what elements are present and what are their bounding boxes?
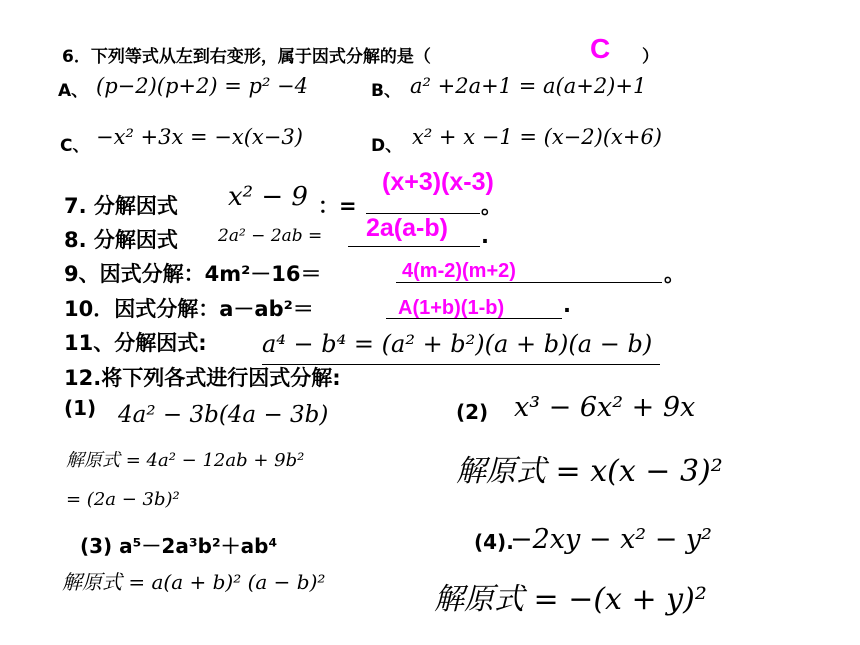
q12-part1-solution-line1: 解原式 = 4a² − 12ab + 9b² — [66, 450, 305, 471]
q11-label: 11、分解因式: — [64, 331, 207, 355]
q6-stem: 6．下列等式从左到右变形，属于因式分解的是（ — [62, 47, 431, 67]
q10-answer: A(1+b)(1-b) — [398, 297, 505, 319]
q12-part4-solution: 解原式 = −(x + y)² — [434, 582, 707, 617]
q7-expr: x² − 9 — [228, 182, 308, 212]
q10-label: 10．因式分解：a－ab²＝ — [64, 297, 314, 321]
q12-part4-expr: −2xy − x² − y² — [510, 524, 712, 555]
q8-label: 8. 分解因式 — [64, 228, 178, 252]
q12-part2-expr: x³ − 6x² + 9x — [514, 392, 696, 423]
q8-end: . — [481, 224, 489, 248]
q12-part2-label: (2) — [456, 400, 489, 424]
q12-part2-solution: 解原式 = x(x − 3)² — [456, 454, 723, 489]
q6-option-c-label: C、 — [60, 136, 90, 156]
q6-option-d-label: D、 — [371, 136, 403, 156]
q8-answer: 2a(a-b) — [366, 214, 448, 242]
q12-part1-solution-line2: = (2a − 3b)² — [66, 489, 180, 510]
q7-label: 7. 分解因式 — [64, 194, 178, 218]
q6-option-c-expr: −x² +3x = −x(x−3) — [96, 125, 303, 149]
q11-expr: a⁴ − b⁴ = (a² + b²)(a + b)(a − b) — [262, 330, 653, 358]
q6-option-b-label: B、 — [371, 81, 401, 101]
q9-answer: 4(m-2)(m+2) — [402, 260, 516, 282]
q6-answer: C — [590, 33, 611, 64]
q8-blank — [348, 246, 480, 247]
q7-separator: ：= — [318, 194, 357, 218]
q8-expr: 2a² − 2ab = — [218, 226, 323, 246]
q12-part1-expr: 4a² − 3b(4a − 3b) — [118, 402, 329, 428]
q6-option-a-label: A、 — [58, 81, 89, 101]
q6-option-a-expr: (p−2)(p+2) = p² −4 — [96, 74, 309, 98]
q6-option-d-expr: x² + x −1 = (x−2)(x+6) — [412, 125, 663, 149]
q7-end: 。 — [481, 194, 502, 218]
q10-end: . — [563, 293, 571, 317]
q6-close-paren: ） — [642, 47, 659, 67]
q9-label: 9、因式分解：4m²－16＝ — [64, 262, 322, 286]
q12-part3-label: (3) a⁵－2a³b²＋ab⁴ — [80, 534, 278, 558]
q6-option-b-expr: a² +2a+1 = a(a+2)+1 — [410, 74, 647, 98]
q12-part4-label: (4). — [474, 530, 514, 554]
q12-part1-label: (1) — [64, 396, 97, 420]
q12-label: 12.将下列各式进行因式分解: — [64, 366, 341, 390]
q12-part3-solution: 解原式 = a(a + b)² (a − b)² — [62, 570, 326, 594]
q7-answer: (x+3)(x-3) — [382, 168, 494, 196]
q9-end: 。 — [664, 262, 685, 286]
